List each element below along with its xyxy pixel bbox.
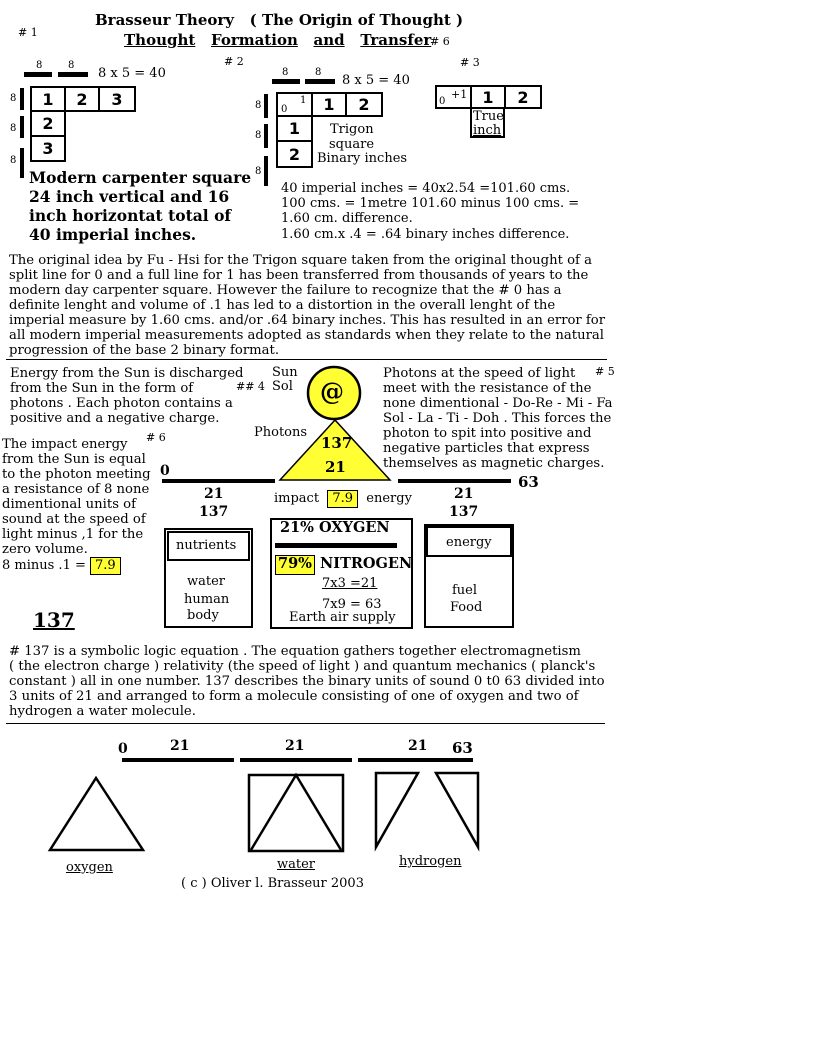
trig-dim-top-2: 8 bbox=[315, 67, 322, 78]
trig-cell-1: 1 bbox=[311, 92, 347, 117]
equation-paragraph: # 137 is a symbolic logic equation . The equation gathers together electromagnetism ( the electron charge ) relativity (the speed of light ) and quantum mechanics ( planck's constant ) all in one number. 137 describes the binary units of sound 0 t0 63 divided into 3 units of 21 and arranged to form a molecule consisting of one of oxygen and two of hydrogen a water molecule. bbox=[9, 644, 605, 719]
nutrients-line-2: human bbox=[184, 592, 230, 607]
air-eq-2: 7x9 = 63 bbox=[322, 597, 382, 612]
nitrogen-pct-highlight: 79% bbox=[275, 555, 315, 575]
carp-cell-2: 2 bbox=[64, 86, 100, 112]
photons-text: Photons at the speed of light meet with the resistance of the none dimentional - Do-Re - Mi - Fa Sol - La - Ti - Doh . This forces the photon to spit into positive and negative particles that express themselves as magnetic charges. bbox=[383, 366, 613, 471]
water-caption: water bbox=[277, 857, 316, 872]
hydrogen-left bbox=[376, 773, 418, 847]
impact-text: The impact energy from the Sun is equal to the photon meeting a resistance of 8 none dimentional units of sound at the speed of light minus ,1 for the zero volume. bbox=[2, 437, 151, 557]
true-zero-cell: 0 +1 bbox=[435, 85, 472, 109]
trig-dim-side-2: 8 bbox=[255, 130, 262, 141]
scale-left-bottom: 137 bbox=[199, 504, 229, 520]
scale-line-left bbox=[162, 479, 275, 483]
scale-end: 63 bbox=[518, 473, 539, 491]
molecule-line-1 bbox=[122, 758, 234, 762]
molecule-end: 63 bbox=[452, 739, 473, 757]
carp-formula: 8 x 5 = 40 bbox=[98, 66, 166, 81]
energy-header: energy bbox=[446, 535, 492, 550]
scale-right-bottom: 137 bbox=[449, 504, 479, 520]
carp-dim-top-1: 8 bbox=[36, 60, 43, 71]
true-inch-box: True inch bbox=[470, 107, 505, 138]
trig-cell-col-2: 2 bbox=[276, 140, 313, 168]
scale-left-top: 21 bbox=[204, 486, 224, 502]
water-square bbox=[249, 775, 343, 851]
scale-right-top: 21 bbox=[454, 486, 474, 502]
impact-equation: 8 minus .1 = 7.9 bbox=[2, 557, 121, 575]
carp-dim-side-1: 8 bbox=[10, 93, 17, 104]
scale-line-right bbox=[398, 479, 511, 483]
carpenter-caption: Modern carpenter square 24 inch vertical and 16 inch horizontat total of 40 imperial inches. bbox=[29, 168, 252, 244]
molecule-line-3 bbox=[358, 758, 473, 762]
trig-cell-col-1: 1 bbox=[276, 115, 313, 142]
marker-6-top: # 6 bbox=[430, 35, 450, 48]
energy-line-1: fuel bbox=[452, 583, 478, 598]
nutrients-line-3: body bbox=[187, 608, 219, 623]
marker-1: # 1 bbox=[18, 26, 38, 39]
copyright: ( c ) Oliver l. Brasseur 2003 bbox=[181, 876, 364, 891]
molecule-seg-1: 21 bbox=[170, 738, 190, 754]
title-line2: Thought Formation and Transfer bbox=[124, 31, 432, 49]
true-cell-1: 1 bbox=[470, 85, 506, 109]
big-137: 137 bbox=[33, 608, 75, 632]
marker-6-mid: # 6 bbox=[146, 431, 166, 444]
sol-label: Sol bbox=[272, 379, 293, 394]
oxygen-bar bbox=[275, 543, 397, 548]
title-line1: Brasseur Theory ( The Origin of Thought ) bbox=[95, 11, 464, 29]
hydrogen-caption: hydrogen bbox=[399, 854, 462, 869]
energy-text: Energy from the Sun is discharged from the Sun in the form of photons . Each photon contains a positive and a negative charge. bbox=[10, 366, 244, 426]
sun-label: Sun bbox=[272, 365, 298, 380]
trigon-label-1: Trigon bbox=[330, 122, 374, 137]
carp-dim-top-2: 8 bbox=[68, 60, 75, 71]
nutrients-header: nutrients bbox=[176, 538, 237, 553]
marker-5: # 5 bbox=[595, 365, 615, 378]
scale-value-highlight: 7.9 bbox=[327, 490, 358, 508]
oxygen-triangle bbox=[50, 778, 143, 850]
molecule-seg-2: 21 bbox=[285, 738, 305, 754]
water-triangle bbox=[251, 775, 341, 850]
carp-dim-side-3: 8 bbox=[10, 155, 17, 166]
impact-value-highlight: 7.9 bbox=[90, 557, 121, 575]
triangle-top-value: 137 bbox=[321, 434, 353, 452]
divider-2 bbox=[6, 723, 605, 724]
marker-3: # 3 bbox=[460, 56, 480, 69]
imperial-note: 40 imperial inches = 40x2.54 =101.60 cms. 100 cms. = 1metre 101.60 minus 100 cms. = 1.60 cm. difference. 1.60 cm.x .4 = .64 binary inches difference. bbox=[281, 181, 580, 242]
trig-dim-side-1: 8 bbox=[255, 100, 262, 111]
air-footer: Earth air supply bbox=[289, 610, 396, 625]
nitrogen-label: 79% NITROGEN bbox=[275, 555, 412, 575]
molecule-seg-3: 21 bbox=[408, 738, 428, 754]
nutrients-line-1: water bbox=[187, 574, 226, 589]
trig-cell-2: 2 bbox=[345, 92, 383, 117]
molecule-line-2 bbox=[240, 758, 352, 762]
carp-cell-1: 1 bbox=[30, 86, 66, 112]
oxygen-caption: oxygen bbox=[66, 860, 113, 875]
true-cell-2: 2 bbox=[504, 85, 542, 109]
sun-symbol: @ bbox=[320, 377, 344, 406]
marker-2: # 2 bbox=[224, 55, 244, 68]
intro-paragraph: The original idea by Fu - Hsi for the Trigon square taken from the original thought of a split line for 0 and a full line for 1 has been transferred from thousands of years to the modern day carpenter square. However the failure to recognize that the # 0 has a definite lenght and volume of .1 has led to a distortion in the overall lenght of the imperial measure by 1.60 cms. and/or .64 binary inches. This has resulted in an error for all modern imperial measurements adopted as standards when they relate to the natural progression of the base 2 binary format. bbox=[9, 253, 606, 358]
hydrogen-right bbox=[436, 773, 478, 847]
carp-cell-col-3: 3 bbox=[30, 135, 66, 162]
trig-formula: 8 x 5 = 40 bbox=[342, 73, 410, 88]
carp-cell-3: 3 bbox=[98, 86, 136, 112]
air-eq-1: 7x3 =21 bbox=[322, 576, 378, 591]
marker-4: ## 4 bbox=[236, 380, 265, 393]
energy-line-2: Food bbox=[450, 600, 483, 615]
impact-label: impact 7.9 energy bbox=[274, 491, 412, 506]
scale-zero: 0 bbox=[160, 463, 170, 479]
oxygen-label: 21% OXYGEN bbox=[280, 519, 390, 536]
trig-zero-cell: 0 1 bbox=[276, 92, 313, 117]
photons-label: Photons bbox=[254, 425, 308, 440]
carp-cell-col-2: 2 bbox=[30, 110, 66, 137]
carp-dim-side-2: 8 bbox=[10, 123, 17, 134]
trig-dim-side-3: 8 bbox=[255, 166, 262, 177]
trigon-label-2: square bbox=[329, 137, 375, 152]
trigon-label-3: Binary inches bbox=[317, 151, 408, 166]
molecule-zero: 0 bbox=[118, 741, 128, 757]
trig-dim-top-1: 8 bbox=[282, 67, 289, 78]
triangle-bottom-value: 21 bbox=[325, 458, 346, 476]
